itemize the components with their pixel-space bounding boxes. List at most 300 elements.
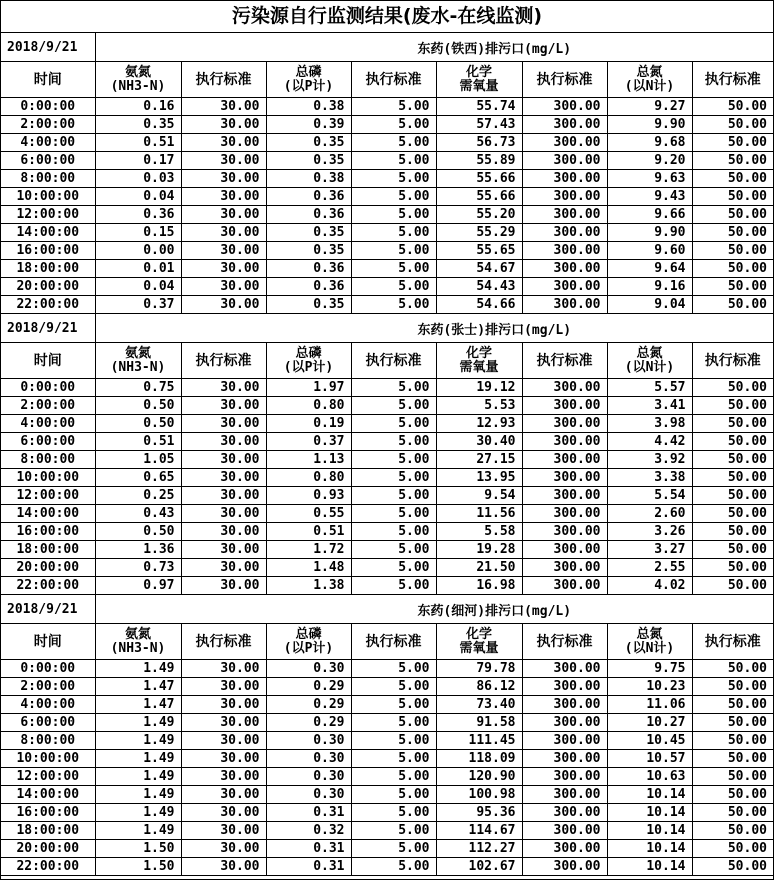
table-row bbox=[1, 379, 773, 397]
cell-ammonia: 1.49 bbox=[95, 660, 181, 678]
cell-ammonia: 1.47 bbox=[95, 678, 181, 696]
header-standard-nitrogen: 执行标准 bbox=[692, 62, 773, 98]
table-row bbox=[1, 278, 773, 296]
cell-nitrogen-standard: 50.00 bbox=[692, 296, 773, 314]
cell-ammonia-standard: 30.00 bbox=[181, 469, 266, 487]
cell-cod-standard: 300.00 bbox=[522, 134, 607, 152]
cell-phosphorus-standard: 5.00 bbox=[351, 577, 436, 595]
column-header-row bbox=[1, 624, 773, 660]
cell-cod: 55.74 bbox=[436, 98, 522, 116]
header-chemical-oxygen-demand bbox=[436, 624, 522, 660]
cell-time: 0:00:00 bbox=[1, 660, 95, 678]
cell-cod: 55.29 bbox=[436, 224, 522, 242]
table-row bbox=[1, 188, 773, 206]
cell-cod: 111.45 bbox=[436, 732, 522, 750]
cell-phosphorus-standard: 5.00 bbox=[351, 116, 436, 134]
header-standard-nitrogen: 执行标准 bbox=[692, 343, 773, 379]
cell-cod: 11.56 bbox=[436, 505, 522, 523]
header-ammonia-nitrogen-line2: (NH3-N) bbox=[110, 359, 166, 375]
cell-ammonia-standard: 30.00 bbox=[181, 134, 266, 152]
cell-nitrogen: 10.14 bbox=[607, 804, 692, 822]
table-row bbox=[1, 242, 773, 260]
header-time: 时间 bbox=[1, 343, 95, 379]
header-total-nitrogen-line2: (以N计) bbox=[624, 78, 675, 94]
header-total-nitrogen bbox=[607, 62, 692, 98]
cell-cod-standard: 300.00 bbox=[522, 469, 607, 487]
cell-nitrogen-standard: 50.00 bbox=[692, 750, 773, 768]
cell-cod-standard: 300.00 bbox=[522, 858, 607, 876]
cell-ammonia-standard: 30.00 bbox=[181, 732, 266, 750]
report-title: 污染源自行监测结果(废水-在线监测) bbox=[1, 1, 773, 33]
cell-nitrogen: 9.20 bbox=[607, 152, 692, 170]
cell-phosphorus-standard: 5.00 bbox=[351, 397, 436, 415]
cell-ammonia-standard: 30.00 bbox=[181, 559, 266, 577]
table-row bbox=[1, 134, 773, 152]
table-row bbox=[1, 714, 773, 732]
cell-phosphorus-standard: 5.00 bbox=[351, 786, 436, 804]
cell-phosphorus-standard: 5.00 bbox=[351, 206, 436, 224]
cell-time: 16:00:00 bbox=[1, 804, 95, 822]
cell-nitrogen-standard: 50.00 bbox=[692, 786, 773, 804]
cell-nitrogen-standard: 50.00 bbox=[692, 188, 773, 206]
cell-nitrogen: 10.14 bbox=[607, 786, 692, 804]
cell-cod: 13.95 bbox=[436, 469, 522, 487]
header-total-nitrogen bbox=[607, 624, 692, 660]
cell-time: 22:00:00 bbox=[1, 577, 95, 595]
header-total-phosphorus-line1: 总磷 bbox=[295, 64, 322, 80]
cell-phosphorus-standard: 5.00 bbox=[351, 505, 436, 523]
header-chemical-oxygen-demand-line1: 化学 bbox=[465, 345, 492, 361]
cell-phosphorus-standard: 5.00 bbox=[351, 134, 436, 152]
cell-cod-standard: 300.00 bbox=[522, 296, 607, 314]
cell-nitrogen: 10.14 bbox=[607, 840, 692, 858]
cell-cod-standard: 300.00 bbox=[522, 660, 607, 678]
cell-nitrogen: 3.92 bbox=[607, 451, 692, 469]
cell-ammonia: 0.37 bbox=[95, 296, 181, 314]
cell-time: 4:00:00 bbox=[1, 134, 95, 152]
table-row bbox=[1, 224, 773, 242]
cell-time: 10:00:00 bbox=[1, 469, 95, 487]
cell-cod-standard: 300.00 bbox=[522, 206, 607, 224]
header-total-nitrogen-line1: 总氮 bbox=[636, 64, 663, 80]
cell-time: 12:00:00 bbox=[1, 487, 95, 505]
cell-cod: 112.27 bbox=[436, 840, 522, 858]
cell-time: 0:00:00 bbox=[1, 379, 95, 397]
cell-cod-standard: 300.00 bbox=[522, 188, 607, 206]
cell-ammonia: 1.49 bbox=[95, 822, 181, 840]
cell-ammonia: 0.43 bbox=[95, 505, 181, 523]
cell-ammonia-standard: 30.00 bbox=[181, 822, 266, 840]
cell-nitrogen: 9.27 bbox=[607, 98, 692, 116]
cell-cod: 21.50 bbox=[436, 559, 522, 577]
cell-time: 16:00:00 bbox=[1, 523, 95, 541]
cell-ammonia-standard: 30.00 bbox=[181, 116, 266, 134]
cell-cod-standard: 300.00 bbox=[522, 487, 607, 505]
table-row bbox=[1, 260, 773, 278]
cell-time: 16:00:00 bbox=[1, 242, 95, 260]
cell-nitrogen: 10.27 bbox=[607, 714, 692, 732]
cell-cod-standard: 300.00 bbox=[522, 98, 607, 116]
cell-time: 22:00:00 bbox=[1, 296, 95, 314]
cell-ammonia-standard: 30.00 bbox=[181, 296, 266, 314]
cell-phosphorus: 0.35 bbox=[266, 296, 351, 314]
table-row bbox=[1, 541, 773, 559]
cell-nitrogen-standard: 50.00 bbox=[692, 98, 773, 116]
header-time: 时间 bbox=[1, 624, 95, 660]
cell-phosphorus-standard: 5.00 bbox=[351, 152, 436, 170]
cell-phosphorus: 0.30 bbox=[266, 660, 351, 678]
cell-phosphorus-standard: 5.00 bbox=[351, 840, 436, 858]
cell-ammonia: 1.47 bbox=[95, 696, 181, 714]
cell-ammonia: 0.51 bbox=[95, 433, 181, 451]
cell-ammonia-standard: 30.00 bbox=[181, 206, 266, 224]
cell-cod: 30.40 bbox=[436, 433, 522, 451]
table-row bbox=[1, 858, 773, 876]
header-total-nitrogen-line1: 总氮 bbox=[636, 345, 663, 361]
cell-phosphorus: 1.38 bbox=[266, 577, 351, 595]
header-chemical-oxygen-demand bbox=[436, 62, 522, 98]
cell-nitrogen: 9.43 bbox=[607, 188, 692, 206]
cell-ammonia: 0.51 bbox=[95, 134, 181, 152]
cell-nitrogen: 3.98 bbox=[607, 415, 692, 433]
table-row bbox=[1, 170, 773, 188]
header-ammonia-nitrogen bbox=[95, 343, 181, 379]
header-chemical-oxygen-demand-line2: 需氧量 bbox=[459, 640, 499, 656]
cell-nitrogen-standard: 50.00 bbox=[692, 469, 773, 487]
cell-ammonia-standard: 30.00 bbox=[181, 678, 266, 696]
cell-nitrogen-standard: 50.00 bbox=[692, 134, 773, 152]
section-date: 2018/9/21 bbox=[1, 33, 95, 62]
cell-phosphorus: 0.35 bbox=[266, 242, 351, 260]
header-ammonia-nitrogen-line2: (NH3-N) bbox=[110, 78, 166, 94]
table-row bbox=[1, 415, 773, 433]
header-chemical-oxygen-demand-line2: 需氧量 bbox=[459, 78, 499, 94]
table-row bbox=[1, 206, 773, 224]
cell-cod: 55.65 bbox=[436, 242, 522, 260]
cell-cod-standard: 300.00 bbox=[522, 260, 607, 278]
section-outlet-name: 东药(张士)排污口(mg/L) bbox=[95, 314, 773, 343]
cell-cod-standard: 300.00 bbox=[522, 559, 607, 577]
cell-time: 4:00:00 bbox=[1, 415, 95, 433]
table-row bbox=[1, 768, 773, 786]
header-standard-cod: 执行标准 bbox=[522, 343, 607, 379]
cell-nitrogen: 10.14 bbox=[607, 822, 692, 840]
cell-ammonia-standard: 30.00 bbox=[181, 152, 266, 170]
cell-phosphorus: 0.80 bbox=[266, 397, 351, 415]
cell-phosphorus: 0.30 bbox=[266, 786, 351, 804]
cell-phosphorus-standard: 5.00 bbox=[351, 98, 436, 116]
cell-phosphorus: 0.39 bbox=[266, 116, 351, 134]
header-total-nitrogen bbox=[607, 343, 692, 379]
cell-ammonia-standard: 30.00 bbox=[181, 451, 266, 469]
header-total-nitrogen-line2: (以N计) bbox=[624, 359, 675, 375]
cell-ammonia: 0.75 bbox=[95, 379, 181, 397]
cell-time: 2:00:00 bbox=[1, 397, 95, 415]
cell-nitrogen-standard: 50.00 bbox=[692, 768, 773, 786]
cell-nitrogen: 9.68 bbox=[607, 134, 692, 152]
cell-cod: 102.67 bbox=[436, 858, 522, 876]
cell-ammonia: 0.50 bbox=[95, 523, 181, 541]
cell-nitrogen-standard: 50.00 bbox=[692, 714, 773, 732]
header-total-nitrogen-line1: 总氮 bbox=[636, 626, 663, 642]
cell-nitrogen-standard: 50.00 bbox=[692, 804, 773, 822]
cell-cod-standard: 300.00 bbox=[522, 732, 607, 750]
cell-ammonia-standard: 30.00 bbox=[181, 577, 266, 595]
section-outlet-name: 东药(细河)排污口(mg/L) bbox=[95, 595, 773, 624]
cell-ammonia: 0.03 bbox=[95, 170, 181, 188]
section-date: 2018/9/21 bbox=[1, 595, 95, 624]
cell-cod-standard: 300.00 bbox=[522, 152, 607, 170]
cell-cod-standard: 300.00 bbox=[522, 505, 607, 523]
table-row bbox=[1, 822, 773, 840]
section-date: 2018/9/21 bbox=[1, 314, 95, 343]
cell-nitrogen: 9.66 bbox=[607, 206, 692, 224]
table-row bbox=[1, 469, 773, 487]
cell-nitrogen: 3.27 bbox=[607, 541, 692, 559]
cell-ammonia-standard: 30.00 bbox=[181, 170, 266, 188]
cell-phosphorus: 0.51 bbox=[266, 523, 351, 541]
header-total-phosphorus-line2: (以P计) bbox=[283, 359, 334, 375]
cell-time: 18:00:00 bbox=[1, 260, 95, 278]
cell-ammonia: 1.36 bbox=[95, 541, 181, 559]
cell-phosphorus-standard: 5.00 bbox=[351, 296, 436, 314]
cell-phosphorus: 0.29 bbox=[266, 696, 351, 714]
cell-time: 8:00:00 bbox=[1, 451, 95, 469]
cell-nitrogen: 9.90 bbox=[607, 224, 692, 242]
cell-phosphorus-standard: 5.00 bbox=[351, 487, 436, 505]
cell-cod: 16.98 bbox=[436, 577, 522, 595]
cell-cod: 5.58 bbox=[436, 523, 522, 541]
cell-cod: 5.53 bbox=[436, 397, 522, 415]
header-total-phosphorus-line1: 总磷 bbox=[295, 626, 322, 642]
cell-phosphorus-standard: 5.00 bbox=[351, 541, 436, 559]
cell-ammonia: 1.50 bbox=[95, 840, 181, 858]
cell-phosphorus-standard: 5.00 bbox=[351, 224, 436, 242]
cell-nitrogen-standard: 50.00 bbox=[692, 415, 773, 433]
cell-cod: 55.89 bbox=[436, 152, 522, 170]
cell-phosphorus-standard: 5.00 bbox=[351, 858, 436, 876]
table-row bbox=[1, 505, 773, 523]
cell-nitrogen: 9.75 bbox=[607, 660, 692, 678]
cell-time: 6:00:00 bbox=[1, 152, 95, 170]
cell-nitrogen-standard: 50.00 bbox=[692, 433, 773, 451]
cell-nitrogen: 9.04 bbox=[607, 296, 692, 314]
cell-cod-standard: 300.00 bbox=[522, 170, 607, 188]
section-header-row bbox=[1, 33, 773, 62]
cell-phosphorus: 0.35 bbox=[266, 134, 351, 152]
cell-ammonia: 0.04 bbox=[95, 278, 181, 296]
table-row bbox=[1, 487, 773, 505]
cell-cod: 118.09 bbox=[436, 750, 522, 768]
cell-nitrogen-standard: 50.00 bbox=[692, 660, 773, 678]
header-standard-phosphorus: 执行标准 bbox=[351, 343, 436, 379]
cell-cod-standard: 300.00 bbox=[522, 379, 607, 397]
cell-ammonia-standard: 30.00 bbox=[181, 224, 266, 242]
cell-nitrogen-standard: 50.00 bbox=[692, 242, 773, 260]
cell-phosphorus-standard: 5.00 bbox=[351, 768, 436, 786]
header-chemical-oxygen-demand-line1: 化学 bbox=[465, 626, 492, 642]
cell-time: 6:00:00 bbox=[1, 433, 95, 451]
cell-nitrogen-standard: 50.00 bbox=[692, 152, 773, 170]
cell-cod: 12.93 bbox=[436, 415, 522, 433]
header-standard-nitrogen: 执行标准 bbox=[692, 624, 773, 660]
cell-phosphorus: 0.35 bbox=[266, 152, 351, 170]
cell-nitrogen-standard: 50.00 bbox=[692, 397, 773, 415]
cell-nitrogen-standard: 50.00 bbox=[692, 840, 773, 858]
cell-phosphorus-standard: 5.00 bbox=[351, 696, 436, 714]
cell-nitrogen-standard: 50.00 bbox=[692, 379, 773, 397]
cell-phosphorus-standard: 5.00 bbox=[351, 523, 436, 541]
cell-phosphorus-standard: 5.00 bbox=[351, 559, 436, 577]
section-outlet-name: 东药(铁西)排污口(mg/L) bbox=[95, 33, 773, 62]
cell-cod-standard: 300.00 bbox=[522, 523, 607, 541]
cell-ammonia-standard: 30.00 bbox=[181, 505, 266, 523]
cell-nitrogen: 9.63 bbox=[607, 170, 692, 188]
cell-ammonia-standard: 30.00 bbox=[181, 714, 266, 732]
cell-phosphorus: 1.72 bbox=[266, 541, 351, 559]
cell-phosphorus-standard: 5.00 bbox=[351, 170, 436, 188]
cell-ammonia-standard: 30.00 bbox=[181, 541, 266, 559]
table-row bbox=[1, 660, 773, 678]
cell-nitrogen: 3.38 bbox=[607, 469, 692, 487]
cell-cod: 55.66 bbox=[436, 188, 522, 206]
table-row bbox=[1, 732, 773, 750]
cell-phosphorus-standard: 5.00 bbox=[351, 188, 436, 206]
cell-cod-standard: 300.00 bbox=[522, 451, 607, 469]
cell-nitrogen: 10.23 bbox=[607, 678, 692, 696]
cell-nitrogen: 11.06 bbox=[607, 696, 692, 714]
cell-nitrogen-standard: 50.00 bbox=[692, 858, 773, 876]
cell-ammonia-standard: 30.00 bbox=[181, 804, 266, 822]
cell-ammonia-standard: 30.00 bbox=[181, 278, 266, 296]
header-total-phosphorus-line1: 总磷 bbox=[295, 345, 322, 361]
table-row bbox=[1, 433, 773, 451]
cell-cod-standard: 300.00 bbox=[522, 278, 607, 296]
header-time: 时间 bbox=[1, 62, 95, 98]
cell-phosphorus: 0.30 bbox=[266, 750, 351, 768]
cell-cod-standard: 300.00 bbox=[522, 768, 607, 786]
cell-cod: 91.58 bbox=[436, 714, 522, 732]
cell-phosphorus: 0.55 bbox=[266, 505, 351, 523]
cell-phosphorus: 1.97 bbox=[266, 379, 351, 397]
cell-phosphorus-standard: 5.00 bbox=[351, 451, 436, 469]
cell-nitrogen: 9.64 bbox=[607, 260, 692, 278]
cell-nitrogen-standard: 50.00 bbox=[692, 678, 773, 696]
header-standard-ammonia: 执行标准 bbox=[181, 624, 266, 660]
cell-ammonia: 1.49 bbox=[95, 732, 181, 750]
cell-time: 10:00:00 bbox=[1, 750, 95, 768]
cell-nitrogen-standard: 50.00 bbox=[692, 696, 773, 714]
cell-nitrogen-standard: 50.00 bbox=[692, 559, 773, 577]
cell-ammonia-standard: 30.00 bbox=[181, 415, 266, 433]
cell-ammonia-standard: 30.00 bbox=[181, 397, 266, 415]
cell-cod: 19.28 bbox=[436, 541, 522, 559]
cell-phosphorus-standard: 5.00 bbox=[351, 278, 436, 296]
cell-ammonia: 1.05 bbox=[95, 451, 181, 469]
cell-cod-standard: 300.00 bbox=[522, 840, 607, 858]
cell-cod: 120.90 bbox=[436, 768, 522, 786]
cell-time: 0:00:00 bbox=[1, 98, 95, 116]
header-ammonia-nitrogen-line1: 氨氮 bbox=[124, 64, 151, 80]
cell-cod: 56.73 bbox=[436, 134, 522, 152]
cell-cod-standard: 300.00 bbox=[522, 750, 607, 768]
table-row bbox=[1, 840, 773, 858]
header-ammonia-nitrogen-line1: 氨氮 bbox=[124, 345, 151, 361]
cell-phosphorus: 1.48 bbox=[266, 559, 351, 577]
cell-nitrogen: 5.57 bbox=[607, 379, 692, 397]
table-row bbox=[1, 523, 773, 541]
table-row bbox=[1, 678, 773, 696]
cell-nitrogen: 3.26 bbox=[607, 523, 692, 541]
cell-cod-standard: 300.00 bbox=[522, 822, 607, 840]
cell-time: 12:00:00 bbox=[1, 768, 95, 786]
table-row bbox=[1, 696, 773, 714]
table-row bbox=[1, 750, 773, 768]
cell-phosphorus: 0.36 bbox=[266, 260, 351, 278]
cell-nitrogen: 10.57 bbox=[607, 750, 692, 768]
cell-ammonia: 0.50 bbox=[95, 397, 181, 415]
cell-ammonia-standard: 30.00 bbox=[181, 858, 266, 876]
cell-ammonia-standard: 30.00 bbox=[181, 840, 266, 858]
cell-cod: 79.78 bbox=[436, 660, 522, 678]
cell-ammonia: 0.65 bbox=[95, 469, 181, 487]
cell-ammonia-standard: 30.00 bbox=[181, 786, 266, 804]
cell-ammonia-standard: 30.00 bbox=[181, 523, 266, 541]
cell-cod: 55.20 bbox=[436, 206, 522, 224]
cell-ammonia-standard: 30.00 bbox=[181, 188, 266, 206]
cell-cod-standard: 300.00 bbox=[522, 786, 607, 804]
cell-phosphorus: 0.93 bbox=[266, 487, 351, 505]
cell-phosphorus: 0.31 bbox=[266, 804, 351, 822]
table-row bbox=[1, 296, 773, 314]
header-total-phosphorus-line2: (以P计) bbox=[283, 640, 334, 656]
cell-cod: 114.67 bbox=[436, 822, 522, 840]
header-chemical-oxygen-demand bbox=[436, 343, 522, 379]
cell-ammonia: 0.97 bbox=[95, 577, 181, 595]
cell-phosphorus: 0.38 bbox=[266, 98, 351, 116]
cell-nitrogen: 4.02 bbox=[607, 577, 692, 595]
column-header-row bbox=[1, 343, 773, 379]
cell-time: 12:00:00 bbox=[1, 206, 95, 224]
cell-ammonia: 1.49 bbox=[95, 768, 181, 786]
cell-phosphorus-standard: 5.00 bbox=[351, 732, 436, 750]
cell-nitrogen-standard: 50.00 bbox=[692, 541, 773, 559]
cell-time: 8:00:00 bbox=[1, 170, 95, 188]
cell-nitrogen: 2.55 bbox=[607, 559, 692, 577]
cell-phosphorus: 1.13 bbox=[266, 451, 351, 469]
cell-ammonia: 0.16 bbox=[95, 98, 181, 116]
cell-time: 14:00:00 bbox=[1, 786, 95, 804]
cell-nitrogen-standard: 50.00 bbox=[692, 523, 773, 541]
cell-nitrogen-standard: 50.00 bbox=[692, 206, 773, 224]
cell-ammonia: 1.49 bbox=[95, 786, 181, 804]
table-body bbox=[1, 33, 773, 876]
cell-time: 18:00:00 bbox=[1, 541, 95, 559]
cell-time: 10:00:00 bbox=[1, 188, 95, 206]
cell-ammonia: 0.15 bbox=[95, 224, 181, 242]
cell-cod: 54.66 bbox=[436, 296, 522, 314]
cell-phosphorus: 0.19 bbox=[266, 415, 351, 433]
cell-ammonia: 0.00 bbox=[95, 242, 181, 260]
cell-phosphorus: 0.30 bbox=[266, 732, 351, 750]
cell-phosphorus: 0.30 bbox=[266, 768, 351, 786]
table-row bbox=[1, 152, 773, 170]
cell-nitrogen: 9.60 bbox=[607, 242, 692, 260]
cell-phosphorus: 0.31 bbox=[266, 858, 351, 876]
cell-nitrogen-standard: 50.00 bbox=[692, 224, 773, 242]
cell-phosphorus-standard: 5.00 bbox=[351, 260, 436, 278]
header-chemical-oxygen-demand-line2: 需氧量 bbox=[459, 359, 499, 375]
